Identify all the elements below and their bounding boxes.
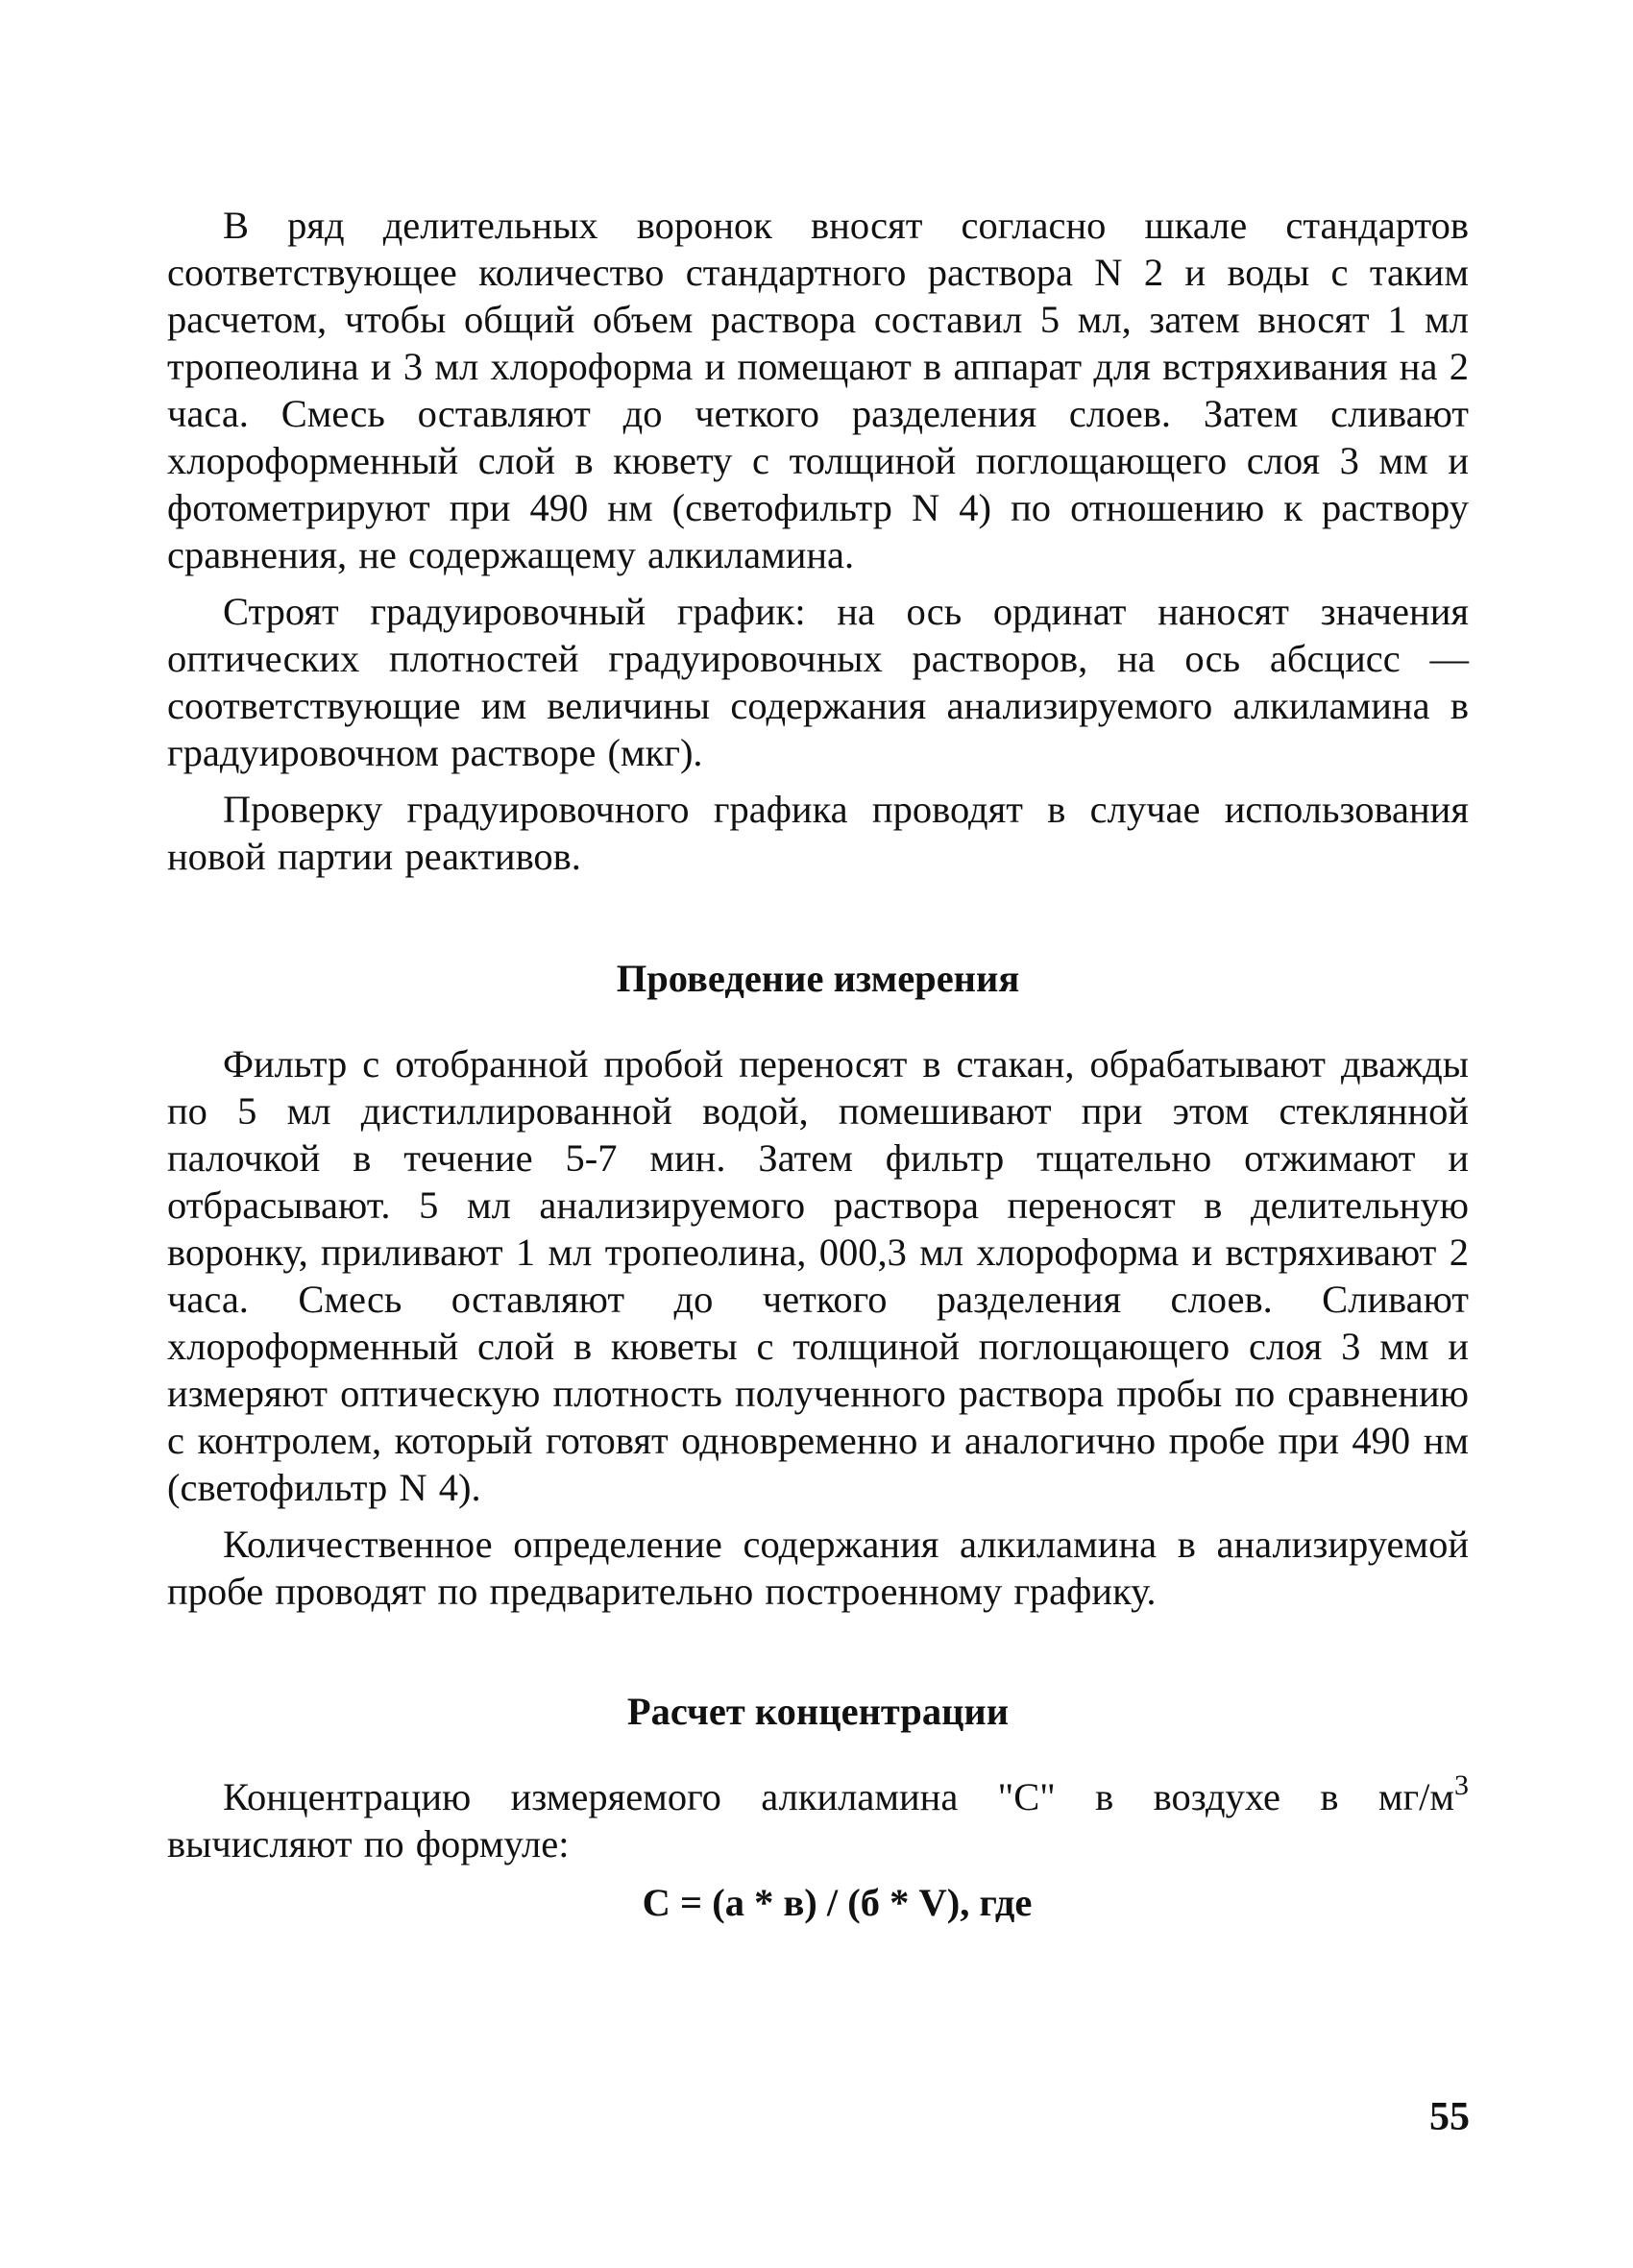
concentration-intro-tail: вычисляют по формуле:: [167, 1822, 570, 1866]
concentration-formula: C = (а * в) / (б * V), где: [642, 1881, 1033, 1924]
concentration-intro-text: Концентрацию измеряемого алкиламина "C" в воздухе в мг/м: [223, 1775, 1454, 1818]
cubic-superscript: 3: [1454, 1769, 1469, 1801]
paragraph-measurement-procedure: Фильтр с отобранной пробой переносят в стакан, обрабатывают дважды по 5 мл дистиллированной водой, помешивают при этом стеклянной палочкой в течение 5-7 мин. Затем фильтр тщательно отжимают и отбрасывают. 5 мл анализируемого раствора переносят в делительную воронку, приливают 1 мл тропеолина, 000,3 мл хлороформа и встряхивают 2 часа. Смесь оставляют до четкого разделения слоев. Сливают хлороформенный слой в кюветы с толщиной поглощающего слоя 3 мм и измеряют оптическую плотность полученного раствора пробы по сравнению с контролем, который готовят одновременно и аналогично пробе при 490 нм (светофильтр N 4).: [167, 1042, 1469, 1509]
paragraph-standards-preparation: В ряд делительных воронок вносят согласно шкале стандартов соответствующее количество стандартного раствора N 2 и воды с таким расчетом, чтобы общий объем раствора составил 5 мл, затем вносят 1 мл тропеолина и 3 мл хлороформа и помещают в аппарат для встряхивания на 2 часа. Смесь оставляют до четкого разделения слоев. Затем сливают хлороформенный слой в кювету с толщиной поглощающего слоя 3 мм и фотометрируют при 490 нм (светофильтр N 4) по отношению к раствору сравнения, не содержащему алкиламина.: [167, 204, 1469, 576]
paragraph-calibration-graph: Строят градуировочный график: на ось ординат наносят значения оптических плотностей градуировочных растворов, на ось абсцисс — соответствующие им величины содержания анализируемого алкиламина в градуировочном растворе (мкг).: [167, 590, 1469, 774]
page-number: 55: [1429, 2095, 1470, 2139]
paragraph-quantitative-determination: Количественное определение содержания алкиламина в анализируемой пробе проводят по предварительно построенному графику.: [167, 1523, 1469, 1613]
paragraph-concentration-intro: [167, 1769, 1469, 1867]
section-heading-calculation: Расчет концентрации: [626, 1690, 1010, 1733]
text-column: [167, 202, 1469, 1926]
section-heading-measurement: Проведение измерения: [616, 957, 1020, 1000]
paragraph-graph-check: Проверку градуировочного графика проводят в случае использования новой партии реактивов.: [167, 788, 1469, 878]
